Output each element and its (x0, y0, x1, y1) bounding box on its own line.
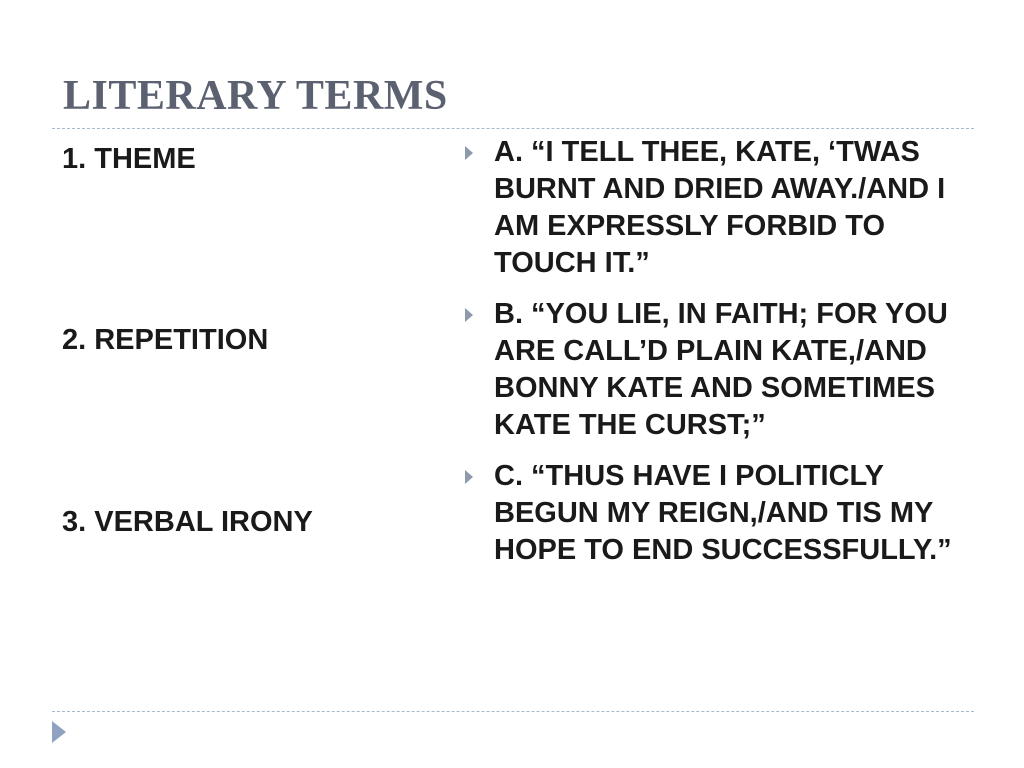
top-divider (52, 128, 974, 129)
term-theme: 1. THEME (62, 143, 196, 175)
bottom-divider (52, 711, 974, 712)
triangle-right-icon (465, 470, 473, 484)
triangle-right-icon (465, 146, 473, 160)
term-repetition: 2. REPETITION (62, 324, 269, 356)
quote-text-b: B. “YOU LIE, IN FAITH; FOR YOU ARE CALL’D PLAIN KATE,/AND BONNY KATE AND SOMETIMES KATE THE CURST;” (494, 298, 948, 441)
quote-item-a (462, 134, 972, 282)
quote-item-b (462, 296, 972, 444)
quote-item-c (462, 458, 972, 569)
slide-title: LITERARY TERMS (63, 73, 448, 119)
quote-text-a: A. “I TELL THEE, KATE, ‘TWAS BURNT AND DRIED AWAY./AND I AM EXPRESSLY FORBID TO TOUCH IT.” (494, 136, 946, 279)
term-verbal-irony: 3. VERBAL IRONY (62, 506, 313, 538)
play-arrow-icon[interactable] (52, 721, 66, 743)
quote-text-c: C. “THUS HAVE I POLITICLY BEGUN MY REIGN,/AND TIS MY HOPE TO END SUCCESSFULLY.” (494, 460, 952, 566)
triangle-right-icon (465, 308, 473, 322)
quote-list (462, 134, 972, 583)
